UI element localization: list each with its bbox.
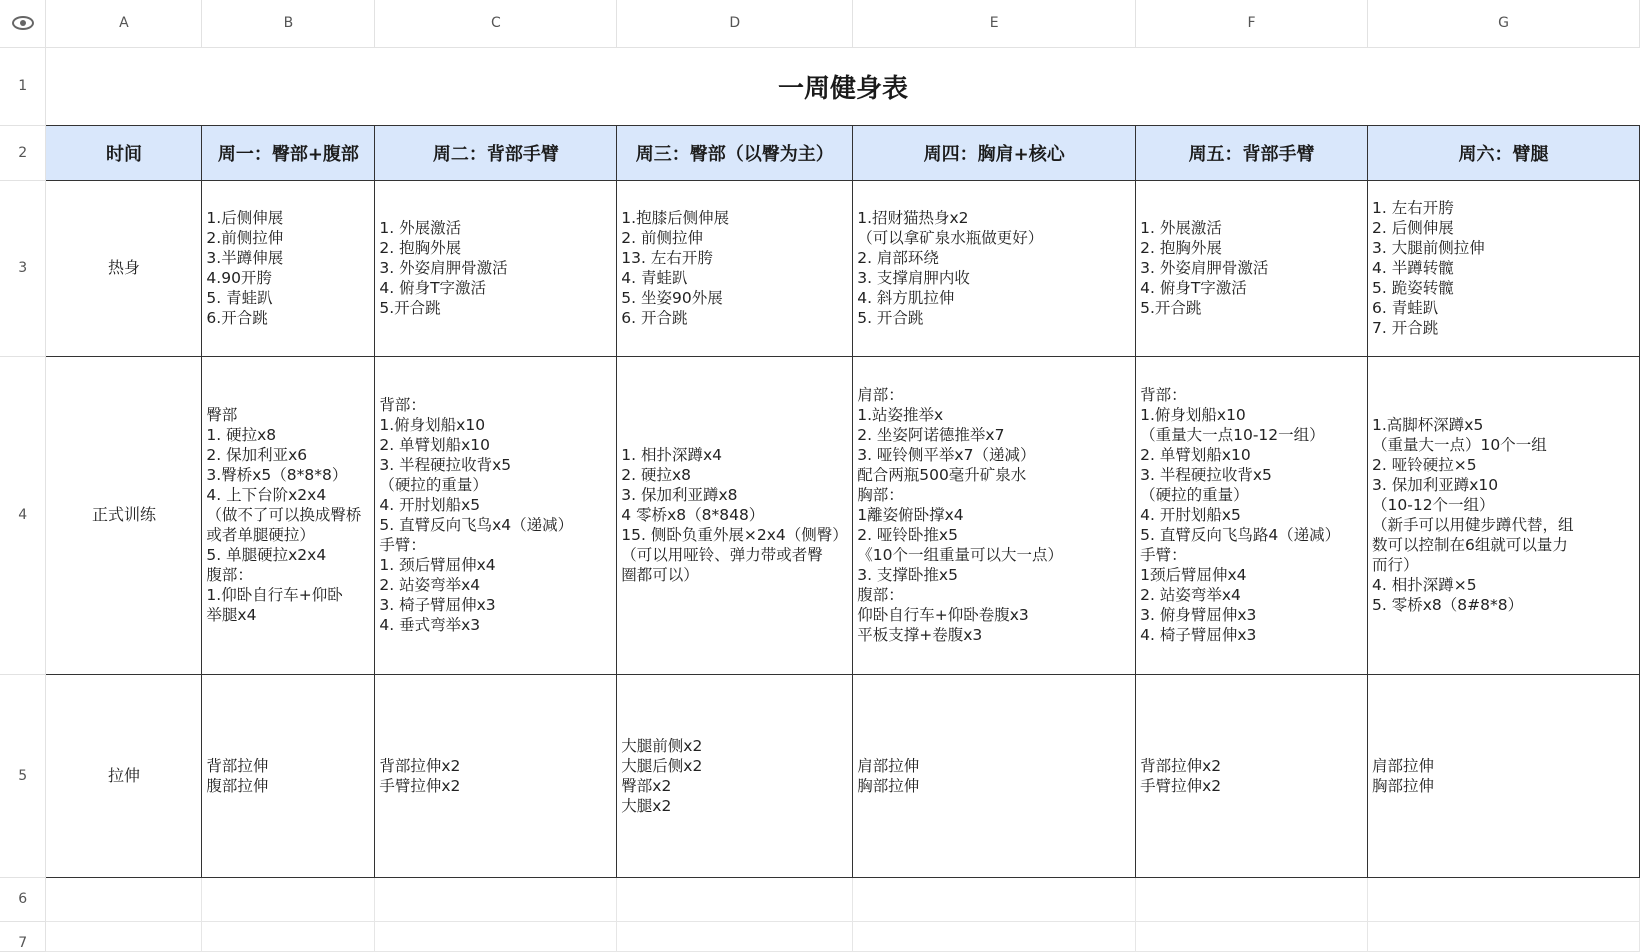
row-5 <box>0 674 1640 877</box>
warmup-monday[interactable]: 1.后侧伸展 2.前侧拉伸 3.半蹲伸展 4.90开胯 5. 青蛙趴 6.开合跳 <box>202 180 375 356</box>
column-header-f[interactable]: F <box>1136 0 1368 47</box>
column-header-e[interactable]: E <box>853 0 1136 47</box>
training-saturday[interactable]: 1.高脚杯深蹲x5 （重量大一点）10个一组 2. 哑铃硬拉×5 3. 保加利亚蹲x10 （10-12个一组） （新手可以用健步蹲代替，组 数可以控制在6组就可以量力 而行） 4. 相扑深蹲×5 5. 零桥x8（8#8*8） <box>1368 356 1640 674</box>
header-wednesday[interactable]: 周三：臀部（以臀为主） <box>617 125 853 180</box>
header-time[interactable]: 时间 <box>46 125 202 180</box>
training-wednesday[interactable]: 1. 相扑深蹲x4 2. 硬拉x8 3. 保加利亚蹲x8 4 零桥x8（8*848） 15. 侧卧负重外展×2x4（侧臀） （可以用哑铃、弹力带或者臀 圈都可以） <box>617 356 853 674</box>
column-header-c[interactable]: C <box>375 0 617 47</box>
empty-cell[interactable] <box>853 921 1136 951</box>
training-label[interactable]: 正式训练 <box>46 356 202 674</box>
stretch-thursday[interactable]: 肩部拉伸 胸部拉伸 <box>853 674 1136 877</box>
stretch-monday[interactable]: 背部拉伸 腹部拉伸 <box>202 674 375 877</box>
empty-cell[interactable] <box>1136 877 1368 921</box>
empty-cell[interactable] <box>1368 921 1640 951</box>
row-3 <box>0 180 1640 356</box>
training-thursday[interactable]: 肩部： 1.站姿推举x 2. 坐姿阿诺德推举x7 3. 哑铃侧平举x7（递减） 配合两瓶500毫升矿泉水 胸部： 1離姿俯卧撑x4 2. 哑铃卧推x5 《10个一组重量可以大一点） 3. 支撑卧推x5 腹部： 仰卧自行车+仰卧卷腹x3 平板支撑+卷腹x3 <box>853 356 1136 674</box>
empty-cell[interactable] <box>1368 877 1640 921</box>
empty-cell[interactable] <box>202 877 375 921</box>
header-friday[interactable]: 周五：背部手臂 <box>1136 125 1368 180</box>
empty-cell[interactable] <box>617 877 853 921</box>
column-header-g[interactable]: G <box>1368 0 1640 47</box>
training-tuesday[interactable]: 背部： 1.俯身划船x10 2. 单臂划船x10 3. 半程硬拉收背x5 （硬拉的重量） 4. 开肘划船x5 5. 直臂反向飞鸟x4（递减） 手臂： 1. 颈后臂屈伸x4 2. 站姿弯举x4 3. 椅子臂屈伸x3 4. 垂式弯举x3 <box>375 356 617 674</box>
row-header-7[interactable]: 7 <box>0 921 46 951</box>
column-header-a[interactable]: A <box>46 0 202 47</box>
column-header-row <box>0 0 1640 47</box>
empty-cell[interactable] <box>46 877 202 921</box>
stretch-label[interactable]: 拉伸 <box>46 674 202 877</box>
header-tuesday[interactable]: 周二：背部手臂 <box>375 125 617 180</box>
row-4 <box>0 356 1640 674</box>
stretch-tuesday[interactable]: 背部拉伸x2 手臂拉伸x2 <box>375 674 617 877</box>
warmup-friday[interactable]: 1. 外展激活 2. 抱胸外展 3. 外姿肩胛骨激活 4. 俯身T字激活 5.开合跳 <box>1136 180 1368 356</box>
empty-cell[interactable] <box>375 877 617 921</box>
eye-icon[interactable] <box>12 16 34 30</box>
row-2 <box>0 125 1640 180</box>
stretch-wednesday[interactable]: 大腿前侧x2 大腿后侧x2 臀部x2 大腿x2 <box>617 674 853 877</box>
warmup-wednesday[interactable]: 1.抱膝后侧伸展 2. 前侧拉伸 13. 左右开胯 4. 青蛙趴 5. 坐姿90外展 6. 开合跳 <box>617 180 853 356</box>
row-header-4[interactable]: 4 <box>0 356 46 674</box>
empty-cell[interactable] <box>853 877 1136 921</box>
row-header-2[interactable]: 2 <box>0 125 46 180</box>
stretch-friday[interactable]: 背部拉伸x2 手臂拉伸x2 <box>1136 674 1368 877</box>
sheet-title[interactable]: 一周健身表 <box>46 47 1640 125</box>
row-header-1[interactable]: 1 <box>0 47 46 125</box>
empty-cell[interactable] <box>202 921 375 951</box>
empty-cell[interactable] <box>375 921 617 951</box>
row-header-5[interactable]: 5 <box>0 674 46 877</box>
row-1 <box>0 47 1640 125</box>
training-monday[interactable]: 臀部 1. 硬拉x8 2. 保加利亚x6 3.臀桥x5（8*8*8） 4. 上下台阶x2x4 （做不了可以换成臀桥 或者单腿硬拉） 5. 单腿硬拉x2x4 腹部： 1.仰卧自行车+仰卧 举腿x4 <box>202 356 375 674</box>
header-thursday[interactable]: 周四：胸肩+核心 <box>853 125 1136 180</box>
header-saturday[interactable]: 周六：臂腿 <box>1368 125 1640 180</box>
warmup-saturday[interactable]: 1. 左右开胯 2. 后侧伸展 3. 大腿前侧拉伸 4. 半蹲转髋 5. 跪姿转髋 6. 青蛙趴 7. 开合跳 <box>1368 180 1640 356</box>
header-monday[interactable]: 周一：臀部+腹部 <box>202 125 375 180</box>
column-header-b[interactable]: B <box>202 0 375 47</box>
empty-cell[interactable] <box>1136 921 1368 951</box>
empty-cell[interactable] <box>46 921 202 951</box>
row-header-6[interactable]: 6 <box>0 877 46 921</box>
empty-cell[interactable] <box>617 921 853 951</box>
warmup-label[interactable]: 热身 <box>46 180 202 356</box>
select-all-corner[interactable] <box>0 0 46 47</box>
row-6 <box>0 877 1640 921</box>
warmup-tuesday[interactable]: 1. 外展激活 2. 抱胸外展 3. 外姿肩胛骨激活 4. 俯身T字激活 5.开合跳 <box>375 180 617 356</box>
warmup-thursday[interactable]: 1.招财猫热身x2 （可以拿矿泉水瓶做更好） 2. 肩部环绕 3. 支撑肩胛内收 4. 斜方肌拉伸 5. 开合跳 <box>853 180 1136 356</box>
row-header-3[interactable]: 3 <box>0 180 46 356</box>
row-7 <box>0 921 1640 951</box>
training-friday[interactable]: 背部： 1.俯身划船x10 （重量大一点10-12一组） 2. 单臂划船x10 3. 半程硬拉收背x5 （硬拉的重量） 4. 开肘划船x5 5. 直臂反向飞鸟路4（递减） 手臂： 1颈后臂屈伸x4 2. 站姿弯举x4 3. 俯身臂屈伸x3 4. 椅子臂屈伸x3 <box>1136 356 1368 674</box>
column-header-d[interactable]: D <box>617 0 853 47</box>
stretch-saturday[interactable]: 肩部拉伸 胸部拉伸 <box>1368 674 1640 877</box>
